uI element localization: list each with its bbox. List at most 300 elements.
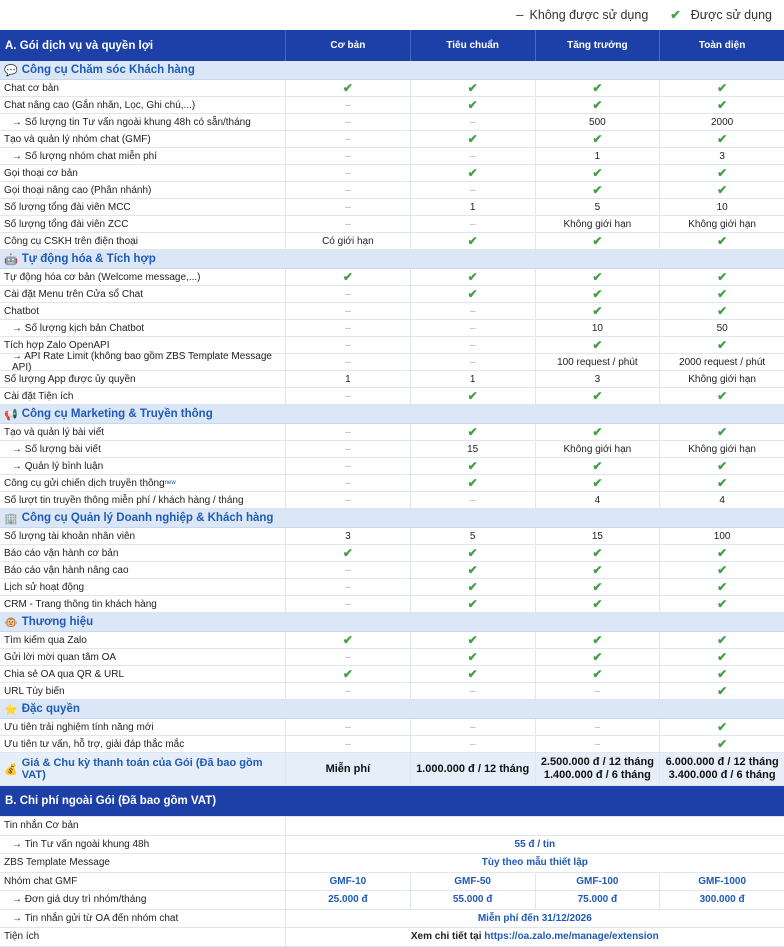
dash-icon: – — [516, 7, 524, 22]
cell-growth — [535, 148, 660, 164]
table-row — [0, 492, 784, 509]
table-row — [0, 528, 784, 545]
cell-complete — [659, 736, 784, 752]
cell-growth — [535, 320, 660, 336]
cell-value: Không giới hạn — [688, 443, 756, 455]
check-icon: ✔ — [592, 287, 603, 301]
robot-icon: 🤖 — [4, 253, 18, 266]
check-icon: ✔ — [592, 81, 603, 95]
cell-basic — [285, 131, 410, 147]
cell-standard — [410, 388, 535, 404]
cell-complete — [659, 303, 784, 319]
check-icon: ✔ — [592, 580, 603, 594]
section-header — [0, 509, 784, 528]
section-header — [0, 700, 784, 719]
cell-growth — [535, 475, 660, 491]
money-bag-icon: 💰 — [4, 763, 18, 776]
cell-growth — [535, 545, 660, 561]
price-standard: 1.000.000 đ / 12 tháng — [410, 753, 535, 785]
cell-complete — [659, 354, 784, 370]
cell-complete — [659, 388, 784, 404]
table-row — [0, 97, 784, 114]
cell-basic — [285, 388, 410, 404]
table-row — [0, 182, 784, 199]
cell-complete — [659, 80, 784, 96]
cell-standard — [410, 269, 535, 285]
cell-basic — [285, 269, 410, 285]
cell-basic — [285, 233, 410, 249]
dash-icon: – — [345, 218, 351, 230]
cell-value: 1 — [594, 150, 601, 162]
cell-complete — [659, 441, 784, 457]
dash-icon: – — [345, 685, 351, 697]
cell-basic — [285, 596, 410, 612]
cell-standard — [410, 182, 535, 198]
cell-complete — [659, 97, 784, 113]
table-row — [0, 148, 784, 165]
check-icon: ✔ — [342, 633, 353, 647]
cell-value: 1 — [469, 373, 476, 385]
cell-standard — [410, 458, 535, 474]
feature-label: Tìm kiếm qua Zalo — [4, 634, 87, 646]
cell-basic — [285, 458, 410, 474]
cell-complete — [659, 596, 784, 612]
section-header — [0, 61, 784, 80]
cell-standard — [410, 424, 535, 440]
sections-body — [0, 61, 784, 753]
cell-complete — [659, 233, 784, 249]
section-a-title: A. Gói dịch vụ và quyền lợi — [5, 39, 154, 52]
cell-growth — [535, 303, 660, 319]
table-row — [0, 579, 784, 596]
check-icon: ✔ — [717, 563, 728, 577]
cell-standard — [410, 165, 535, 181]
feature-label: Chia sẻ OA qua QR & URL — [4, 668, 125, 680]
cell-growth — [535, 337, 660, 353]
check-icon: ✔ — [592, 667, 603, 681]
cell-complete — [659, 148, 784, 164]
cell-growth — [535, 80, 660, 96]
dash-icon: – — [469, 356, 476, 368]
feature-label: Chatbot — [4, 305, 40, 317]
check-icon: ✔ — [467, 132, 478, 146]
cell-value: Không giới hạn — [563, 218, 632, 230]
cell-standard — [410, 545, 535, 561]
cell-value: 3 — [345, 530, 351, 542]
dash-icon: – — [345, 477, 351, 489]
dash-icon: – — [345, 99, 351, 111]
feature-label: Ưu tiên tư vấn, hỗ trợ, giải đáp thắc mắc — [4, 738, 185, 750]
cell-basic — [285, 649, 410, 665]
check-icon: ✔ — [467, 459, 478, 473]
cell-growth — [535, 528, 660, 544]
price-complete: 6.000.000 đ / 12 tháng 3.400.000 đ / 6 tháng — [659, 753, 784, 785]
section-title: Công cụ Quản lý Doanh nghiệp & Khách hàng — [21, 512, 274, 524]
dash-icon: – — [469, 150, 476, 162]
feature-label: → Số lượng nhóm chat miễn phí — [12, 150, 157, 162]
cell-standard — [410, 303, 535, 319]
cell-standard — [410, 736, 535, 752]
dash-icon: – — [345, 356, 351, 368]
feature-label: URL Tùy biến — [4, 685, 65, 697]
cell-basic — [285, 182, 410, 198]
cell-standard — [410, 114, 535, 130]
check-icon: ✔ — [592, 389, 603, 403]
dash-icon: – — [345, 564, 351, 576]
cell-standard — [410, 441, 535, 457]
cell-standard — [410, 354, 535, 370]
feature-label: Chat cơ bản — [4, 82, 59, 94]
cell-basic — [285, 666, 410, 682]
cell-standard — [410, 320, 535, 336]
cell-value: Không giới hạn — [688, 373, 756, 385]
check-icon: ✔ — [717, 633, 728, 647]
check-icon: ✔ — [467, 389, 478, 403]
dash-icon: – — [345, 598, 351, 610]
check-icon: ✔ — [342, 81, 353, 95]
cell-complete — [659, 269, 784, 285]
table-row — [0, 320, 784, 337]
section-b-header — [0, 786, 784, 817]
table-row — [0, 719, 784, 736]
section-title: Công cụ Marketing & Truyền thông — [21, 408, 213, 420]
dash-icon: – — [345, 288, 351, 300]
feature-label: Tự động hóa cơ bản (Welcome message,...) — [4, 271, 201, 283]
cell-standard — [410, 80, 535, 96]
feature-label: → Số lượng bài viết — [12, 443, 101, 455]
table-row: → Tin Tư vấn ngoài khung 48h 55 đ / tin — [0, 836, 784, 855]
feature-label: Số lượng tổng đài viên ZCC — [4, 218, 129, 230]
cell-basic — [285, 199, 410, 215]
check-icon: ✔ — [592, 132, 603, 146]
table-row — [0, 441, 784, 458]
check-icon: ✔ — [717, 546, 728, 560]
plan-comparison-table — [0, 30, 784, 947]
feature-label: Tạo và quản lý bài viết — [4, 426, 105, 438]
cell-complete — [659, 492, 784, 508]
brand-icon: 🐵 — [4, 616, 18, 629]
feature-label: Ưu tiên trải nghiệm tính năng mới — [4, 721, 154, 733]
consult-message-price: 55 đ / tin — [285, 836, 784, 854]
cell-complete — [659, 579, 784, 595]
check-icon: ✔ — [467, 563, 478, 577]
dash-icon: – — [345, 426, 351, 438]
cell-basic — [285, 114, 410, 130]
dash-icon: – — [469, 721, 476, 733]
check-icon: ✔ — [717, 720, 728, 734]
cell-value: 1 — [469, 201, 476, 213]
cell-growth — [535, 286, 660, 302]
table-row — [0, 596, 784, 613]
check-icon: ✔ — [592, 166, 603, 180]
cell-value: 100 — [713, 530, 731, 542]
cell-basic — [285, 736, 410, 752]
dash-icon: – — [345, 339, 351, 351]
table-row — [0, 736, 784, 753]
dash-icon: – — [345, 581, 351, 593]
check-icon: ✔ — [592, 338, 603, 352]
cell-basic — [285, 492, 410, 508]
table-row: Tin nhắn Cơ bản — [0, 817, 784, 836]
legend-not-used: – Không được sử dụng — [516, 7, 649, 22]
check-icon: ✔ — [592, 633, 603, 647]
dash-icon: – — [594, 685, 601, 697]
section-header — [0, 250, 784, 269]
dash-icon: – — [345, 201, 351, 213]
cell-basic — [285, 97, 410, 113]
feature-label: → Quản lý bình luận — [12, 460, 104, 472]
check-icon: ✔ — [670, 8, 681, 22]
check-icon: ✔ — [467, 667, 478, 681]
cell-complete — [659, 632, 784, 648]
cell-basic — [285, 80, 410, 96]
feature-label: Số lượng tổng đài viên MCC — [4, 201, 131, 213]
dash-icon: – — [345, 460, 351, 472]
cell-basic — [285, 545, 410, 561]
feature-label: → Số lượng tin Tư vấn ngoài khung 48h có sẵn/tháng — [12, 116, 251, 128]
cell-value: 50 — [716, 322, 728, 334]
cell-growth — [535, 354, 660, 370]
cell-standard — [410, 216, 535, 232]
cell-complete — [659, 424, 784, 440]
dash-icon: – — [345, 494, 351, 506]
cell-standard — [410, 528, 535, 544]
cell-growth — [535, 424, 660, 440]
feature-label: Số lượng App được ủy quyền — [4, 373, 136, 385]
dash-icon: – — [469, 339, 476, 351]
dash-icon: – — [345, 116, 351, 128]
cell-standard — [410, 579, 535, 595]
cell-complete — [659, 649, 784, 665]
cell-standard — [410, 233, 535, 249]
table-row — [0, 475, 784, 492]
check-icon: ✔ — [592, 476, 603, 490]
cell-standard — [410, 97, 535, 113]
cell-complete — [659, 719, 784, 735]
check-icon: ✔ — [592, 650, 603, 664]
section-header — [0, 405, 784, 424]
check-icon: ✔ — [717, 667, 728, 681]
feature-label: Cài đặt Tiện ích — [4, 390, 74, 402]
feature-label: Lịch sử hoạt động — [4, 581, 85, 593]
cell-basic — [285, 719, 410, 735]
table-row — [0, 216, 784, 233]
check-icon: ✔ — [467, 425, 478, 439]
check-icon: ✔ — [467, 580, 478, 594]
extension-link[interactable]: https://oa.zalo.me/manage/extension — [484, 931, 659, 943]
check-icon: ✔ — [717, 459, 728, 473]
feature-label: → Số lượng kịch bản Chatbot — [12, 322, 145, 334]
dash-icon: – — [594, 738, 601, 750]
check-icon: ✔ — [467, 597, 478, 611]
dash-icon: – — [469, 184, 476, 196]
check-icon: ✔ — [342, 546, 353, 560]
cell-value: 100 request / phút — [557, 356, 638, 368]
price-basic: Miễn phí — [285, 753, 410, 785]
cell-basic — [285, 441, 410, 457]
cell-growth — [535, 492, 660, 508]
cell-growth — [535, 596, 660, 612]
feature-label: Tạo và quản lý nhóm chat (GMF) — [4, 133, 151, 145]
section-title: Thương hiệu — [21, 616, 94, 628]
section-b-title: B. Chi phí ngoài Gói (Đã bao gồm VAT) — [5, 795, 217, 807]
cell-growth — [535, 199, 660, 215]
plan-header-standard: Tiêu chuẩn — [410, 30, 535, 61]
cell-growth — [535, 562, 660, 578]
cell-value: 500 — [589, 116, 606, 128]
cell-complete — [659, 320, 784, 336]
check-icon: ✔ — [592, 546, 603, 560]
cell-basic — [285, 354, 410, 370]
price-growth: 2.500.000 đ / 12 tháng 1.400.000 đ / 6 tháng — [535, 753, 660, 785]
cell-growth — [535, 131, 660, 147]
cell-growth — [535, 216, 660, 232]
cell-growth — [535, 388, 660, 404]
cell-basic — [285, 562, 410, 578]
cell-growth — [535, 97, 660, 113]
dash-icon: – — [345, 305, 351, 317]
cell-value: 1 — [345, 373, 351, 385]
group-message-price: Miễn phí đến 31/12/2026 — [285, 910, 784, 928]
check-icon: ✔ — [717, 597, 728, 611]
cell-complete — [659, 199, 784, 215]
feature-label: Tích hợp Zalo OpenAPI — [4, 339, 110, 351]
cell-standard — [410, 719, 535, 735]
cell-growth — [535, 441, 660, 457]
check-icon: ✔ — [592, 183, 603, 197]
feature-label: → API Rate Limit (không bao gồm ZBS Template Message API) — [12, 351, 272, 373]
chat-icon: 💬 — [4, 64, 18, 77]
dash-icon: – — [345, 150, 351, 162]
table-row — [0, 286, 784, 303]
plan-header-growth: Tăng trưởng — [535, 30, 660, 61]
check-icon: ✔ — [467, 476, 478, 490]
check-icon: ✔ — [467, 270, 478, 284]
check-icon: ✔ — [717, 737, 728, 751]
building-icon: 🏢 — [4, 512, 18, 525]
cell-value: 15 — [467, 443, 479, 455]
table-row: Tiện ích Xem chi tiết tại https://oa.zalo.me/manage/extension — [0, 928, 784, 947]
feature-label: Công cụ CSKH trên điện thoại — [4, 235, 138, 247]
table-row — [0, 683, 784, 700]
cell-value: Có giới hạn — [322, 235, 374, 247]
table-row — [0, 424, 784, 441]
table-row — [0, 303, 784, 320]
dash-icon: – — [469, 685, 476, 697]
cell-growth — [535, 182, 660, 198]
check-icon: ✔ — [467, 98, 478, 112]
check-icon: ✔ — [592, 597, 603, 611]
feature-label: Báo cáo vận hành nâng cao — [4, 564, 129, 576]
check-icon: ✔ — [717, 338, 728, 352]
check-icon: ✔ — [717, 166, 728, 180]
dash-icon: – — [469, 322, 476, 334]
check-icon: ✔ — [467, 650, 478, 664]
table-row — [0, 165, 784, 182]
cell-complete — [659, 337, 784, 353]
check-icon: ✔ — [717, 81, 728, 95]
dash-icon: – — [469, 494, 476, 506]
cell-complete — [659, 666, 784, 682]
cell-basic — [285, 320, 410, 336]
cell-complete — [659, 165, 784, 181]
cell-standard — [410, 371, 535, 387]
cell-value: 4 — [719, 494, 725, 506]
section-title: Công cụ Chăm sóc Khách hàng — [21, 64, 195, 76]
cell-complete — [659, 683, 784, 699]
cell-complete — [659, 562, 784, 578]
megaphone-icon: 📢 — [4, 408, 18, 421]
dash-icon: – — [594, 721, 601, 733]
cell-standard — [410, 337, 535, 353]
check-icon: ✔ — [467, 81, 478, 95]
cell-basic — [285, 424, 410, 440]
cell-complete — [659, 371, 784, 387]
cell-basic — [285, 286, 410, 302]
check-icon: ✔ — [717, 270, 728, 284]
cell-complete — [659, 458, 784, 474]
check-icon: ✔ — [717, 425, 728, 439]
cell-basic — [285, 632, 410, 648]
table-row — [0, 458, 784, 475]
dash-icon: – — [345, 721, 351, 733]
table-row — [0, 131, 784, 148]
table-row — [0, 649, 784, 666]
cell-standard — [410, 492, 535, 508]
check-icon: ✔ — [717, 476, 728, 490]
cell-value: Không giới hạn — [563, 443, 632, 455]
cell-growth — [535, 269, 660, 285]
table-row — [0, 371, 784, 388]
cell-basic — [285, 216, 410, 232]
dash-icon: – — [345, 443, 351, 455]
cell-growth — [535, 165, 660, 181]
table-row — [0, 114, 784, 131]
table-row: Nhóm chat GMF GMF-10 GMF-50 GMF-100 GMF-1000 — [0, 873, 784, 892]
feature-label: Gọi thoại nâng cao (Phân nhánh) — [4, 184, 152, 196]
cell-complete — [659, 131, 784, 147]
cell-growth — [535, 458, 660, 474]
cell-value: Không giới hạn — [688, 218, 756, 230]
cell-complete — [659, 545, 784, 561]
dash-icon: – — [469, 116, 476, 128]
cell-standard — [410, 649, 535, 665]
table-row — [0, 632, 784, 649]
legend — [494, 7, 772, 22]
cell-complete — [659, 114, 784, 130]
feature-label: Công cụ gửi chiến dịch truyền thông new — [4, 477, 176, 489]
dash-icon: – — [345, 167, 351, 179]
table-row: → Tin nhắn gửi từ OA đến nhóm chat Miễn phí đến 31/12/2026 — [0, 910, 784, 929]
check-icon: ✔ — [717, 234, 728, 248]
cell-value: 4 — [594, 494, 601, 506]
feature-label: Số lượt tin truyền thông miễn phí / khách hàng / tháng — [4, 494, 244, 506]
cell-complete — [659, 475, 784, 491]
price-label: 💰 Giá & Chu kỳ thanh toán của Gói (Đã bao gồm VAT) — [4, 757, 263, 781]
price-row — [0, 753, 784, 786]
table-row — [0, 80, 784, 97]
section-title: Đặc quyền — [21, 703, 80, 715]
cell-basic — [285, 303, 410, 319]
feature-label: Gọi thoại cơ bản — [4, 167, 78, 179]
dash-icon: – — [345, 738, 351, 750]
cell-standard — [410, 596, 535, 612]
cell-complete — [659, 182, 784, 198]
check-icon: ✔ — [717, 580, 728, 594]
check-icon: ✔ — [717, 132, 728, 146]
check-icon: ✔ — [467, 166, 478, 180]
table-row — [0, 233, 784, 250]
